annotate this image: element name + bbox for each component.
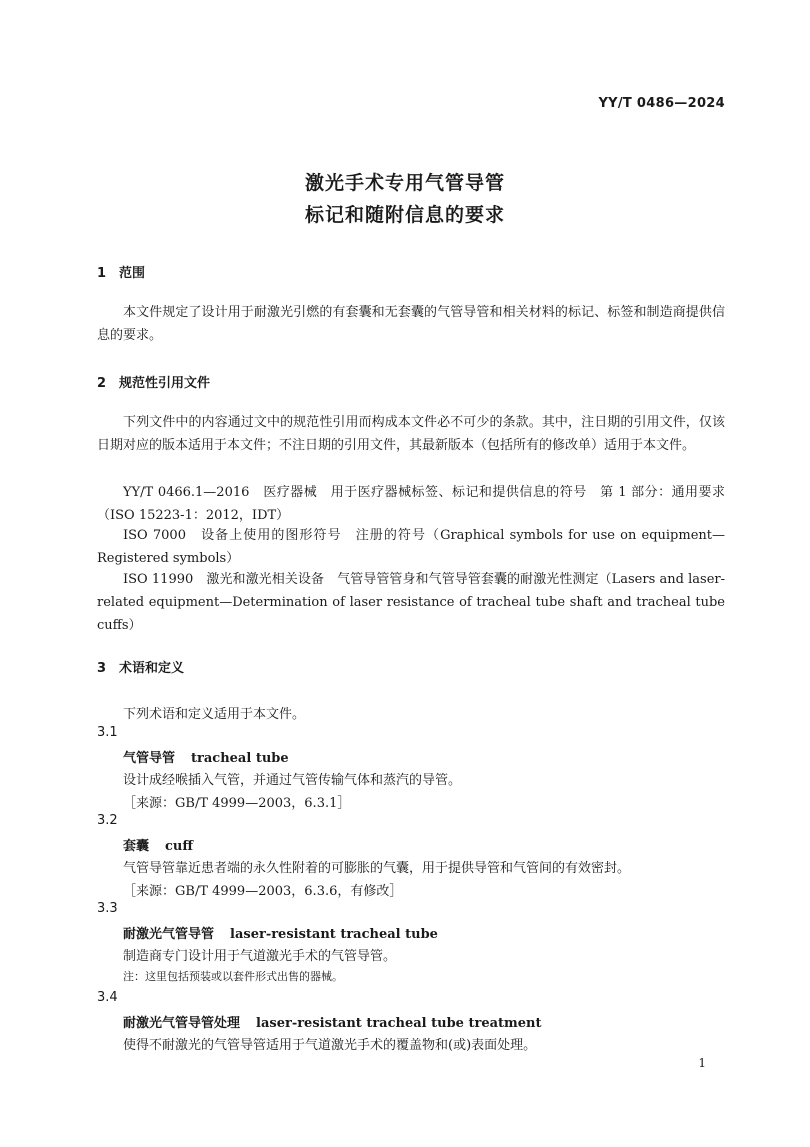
- standard-code: YY/T 0486—2024: [598, 96, 725, 111]
- normative-reference-2: ISO 7000 设备上使用的图形符号 注册的符号（Graphical symbols for use on equipment—Registered symbols）: [97, 528, 725, 566]
- term-definition: 使得不耐激光的气管导管适用于气道激光手术的覆盖物和(或)表面处理。: [123, 1038, 537, 1053]
- normative-reference-1: YY/T 0466.1—2016 医疗器械 用于医疗器械标签、标记和提供信息的符号 第 1 部分：通用要求（ISO 15223-1：2012，IDT）: [97, 485, 725, 523]
- term-zh: 气管导管: [123, 751, 176, 766]
- page-number: 1: [698, 1056, 706, 1070]
- section-2-number: 2: [97, 376, 107, 391]
- term-source: ［来源：GB/T 4999—2003，6.3.1］: [123, 796, 351, 811]
- term-heading: [123, 835, 193, 854]
- term-definition: 气管导管靠近患者端的永久性附着的可膨胀的气囊，用于提供导管和气管间的有效密封。: [123, 861, 631, 876]
- term-number: 3.3: [97, 901, 118, 916]
- section-2-heading: [97, 372, 210, 391]
- term-zh: 耐激光气管导管: [123, 927, 215, 942]
- section-3-heading: [97, 657, 184, 676]
- section-3-number: 3: [97, 661, 107, 676]
- normative-reference-3: ISO 11990 激光和激光相关设备 气管导管管身和气管导管套囊的耐激光性测定（Lasers and laser-related equipment—Determination of laser resistance of tracheal tube shaft and tracheal tube cuffs）: [97, 572, 725, 633]
- term-heading: [123, 1012, 542, 1031]
- term-number: 3.2: [97, 813, 118, 828]
- term-zh: 套囊: [123, 839, 150, 854]
- term-heading: [123, 747, 289, 766]
- term-number: 3.1: [97, 725, 118, 740]
- section-3-title: 术语和定义: [119, 661, 185, 676]
- term-en: cuff: [165, 839, 194, 854]
- term-en: laser-resistant tracheal tube: [230, 927, 438, 942]
- term-definition: 设计成经喉插入气管，并通过气管传输气体和蒸汽的导管。: [123, 773, 462, 788]
- section-3-intro: 下列术语和定义适用于本文件。: [123, 707, 306, 722]
- section-1-number: 1: [97, 266, 107, 281]
- section-2-text: 下列文件中的内容通过文中的规范性引用而构成本文件必不可少的条款。其中，注日期的引用文件，仅该日期对应的版本适用于本文件；不注日期的引用文件，其最新版本（包括所有的修改单）适用于本文件。: [97, 415, 725, 453]
- document-title-line2: 标记和随附信息的要求: [304, 204, 505, 226]
- term-definition: 制造商专门设计用于气道激光手术的气管导管。: [123, 949, 397, 964]
- term-note: 注：这里包括预装或以套件形式出售的器械。: [123, 970, 343, 983]
- term-heading: [123, 923, 438, 942]
- section-1-heading: [97, 262, 145, 281]
- document-title-line1: 激光手术专用气管导管: [304, 172, 505, 194]
- section-1-title: 范围: [119, 266, 146, 281]
- section-1-text: 本文件规定了设计用于耐激光引燃的有套囊和无套囊的气管导管和相关材料的标记、标签和制造商提供信息的要求。: [97, 305, 725, 343]
- term-en: laser-resistant tracheal tube treatment: [256, 1016, 542, 1031]
- section-2-title: 规范性引用文件: [119, 376, 211, 391]
- term-source: ［来源：GB/T 4999—2003，6.3.6，有修改］: [123, 884, 403, 899]
- term-zh: 耐激光气管导管处理: [123, 1016, 241, 1031]
- term-en: tracheal tube: [191, 751, 289, 766]
- term-number: 3.4: [97, 990, 118, 1005]
